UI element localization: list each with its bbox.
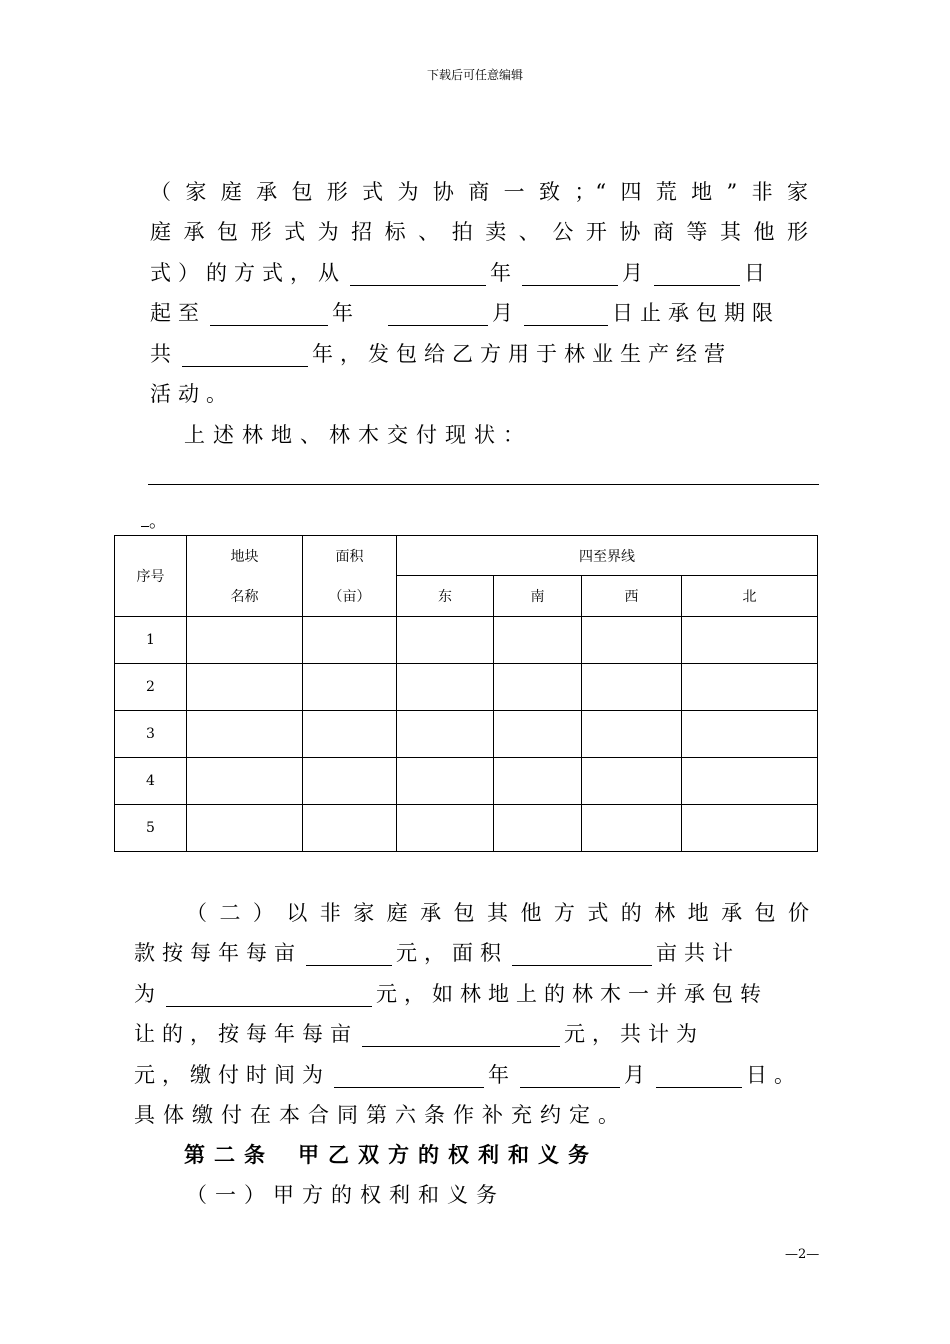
table-row — [115, 617, 818, 664]
row-seq: 4 — [115, 758, 187, 805]
header-seq: 序号 — [115, 536, 187, 617]
row-seq: 5 — [115, 805, 187, 852]
header-west: 西 — [582, 576, 682, 617]
page-number: —2— — [785, 1247, 820, 1262]
plot-table — [114, 535, 818, 852]
header-area-1: 面积 — [303, 536, 397, 576]
para1-line4: 起至 年 月 日止承包期限 — [150, 301, 780, 325]
table-row — [115, 711, 818, 758]
status-label: 上述林地、林木交付现状： — [184, 423, 532, 447]
row-seq: 2 — [115, 664, 187, 711]
para2-line3: 为 元，如林地上的林木一并承包转 — [134, 982, 768, 1006]
para2-line1: （二）以非家庭承包其他方式的林地承包价 — [186, 901, 809, 925]
header-north: 北 — [682, 576, 818, 617]
row-seq: 1 — [115, 617, 187, 664]
para1-line5: 共 年，发包给乙方用于林业生产经营 — [150, 342, 732, 366]
status-tail: 。 — [141, 507, 167, 533]
header-east: 东 — [397, 576, 494, 617]
header-south: 南 — [494, 576, 582, 617]
header-plot-name-1: 地块 — [187, 536, 303, 576]
para1-line2: 庭承包形式为招标、拍卖、公开协商等其他形 — [150, 220, 808, 244]
header-plot-name-2: 名称 — [187, 576, 303, 617]
header-boundary: 四至界线 — [397, 536, 818, 576]
para2-line5: 元，缴付时间为 年 月 日。 — [134, 1063, 802, 1087]
article2-sub1: （一）甲方的权利和义务 — [186, 1183, 505, 1207]
table-row — [115, 805, 818, 852]
para2-line6: 具体缴付在本合同第六条作补充约定。 — [134, 1103, 627, 1127]
para2-line2: 款按每年每亩 元，面积 亩共计 — [134, 941, 740, 965]
header-area-2: （亩） — [303, 576, 397, 617]
table-row — [115, 664, 818, 711]
status-fill-line — [148, 484, 819, 485]
table-row — [115, 758, 818, 805]
para1-line3: 式）的方式，从 年 月 日 — [150, 261, 772, 285]
header-note: 下载后可任意编辑 — [426, 68, 523, 82]
para1-line6: 活动。 — [150, 382, 234, 406]
para1-line1: （家庭承包形式为协商一致；“四荒地”非家 — [150, 180, 808, 204]
para2-line4: 让的，按每年每亩 元，共计为 — [134, 1022, 704, 1046]
article2-title: 第二条 甲乙双方的权利和义务 — [184, 1142, 598, 1167]
row-seq: 3 — [115, 711, 187, 758]
